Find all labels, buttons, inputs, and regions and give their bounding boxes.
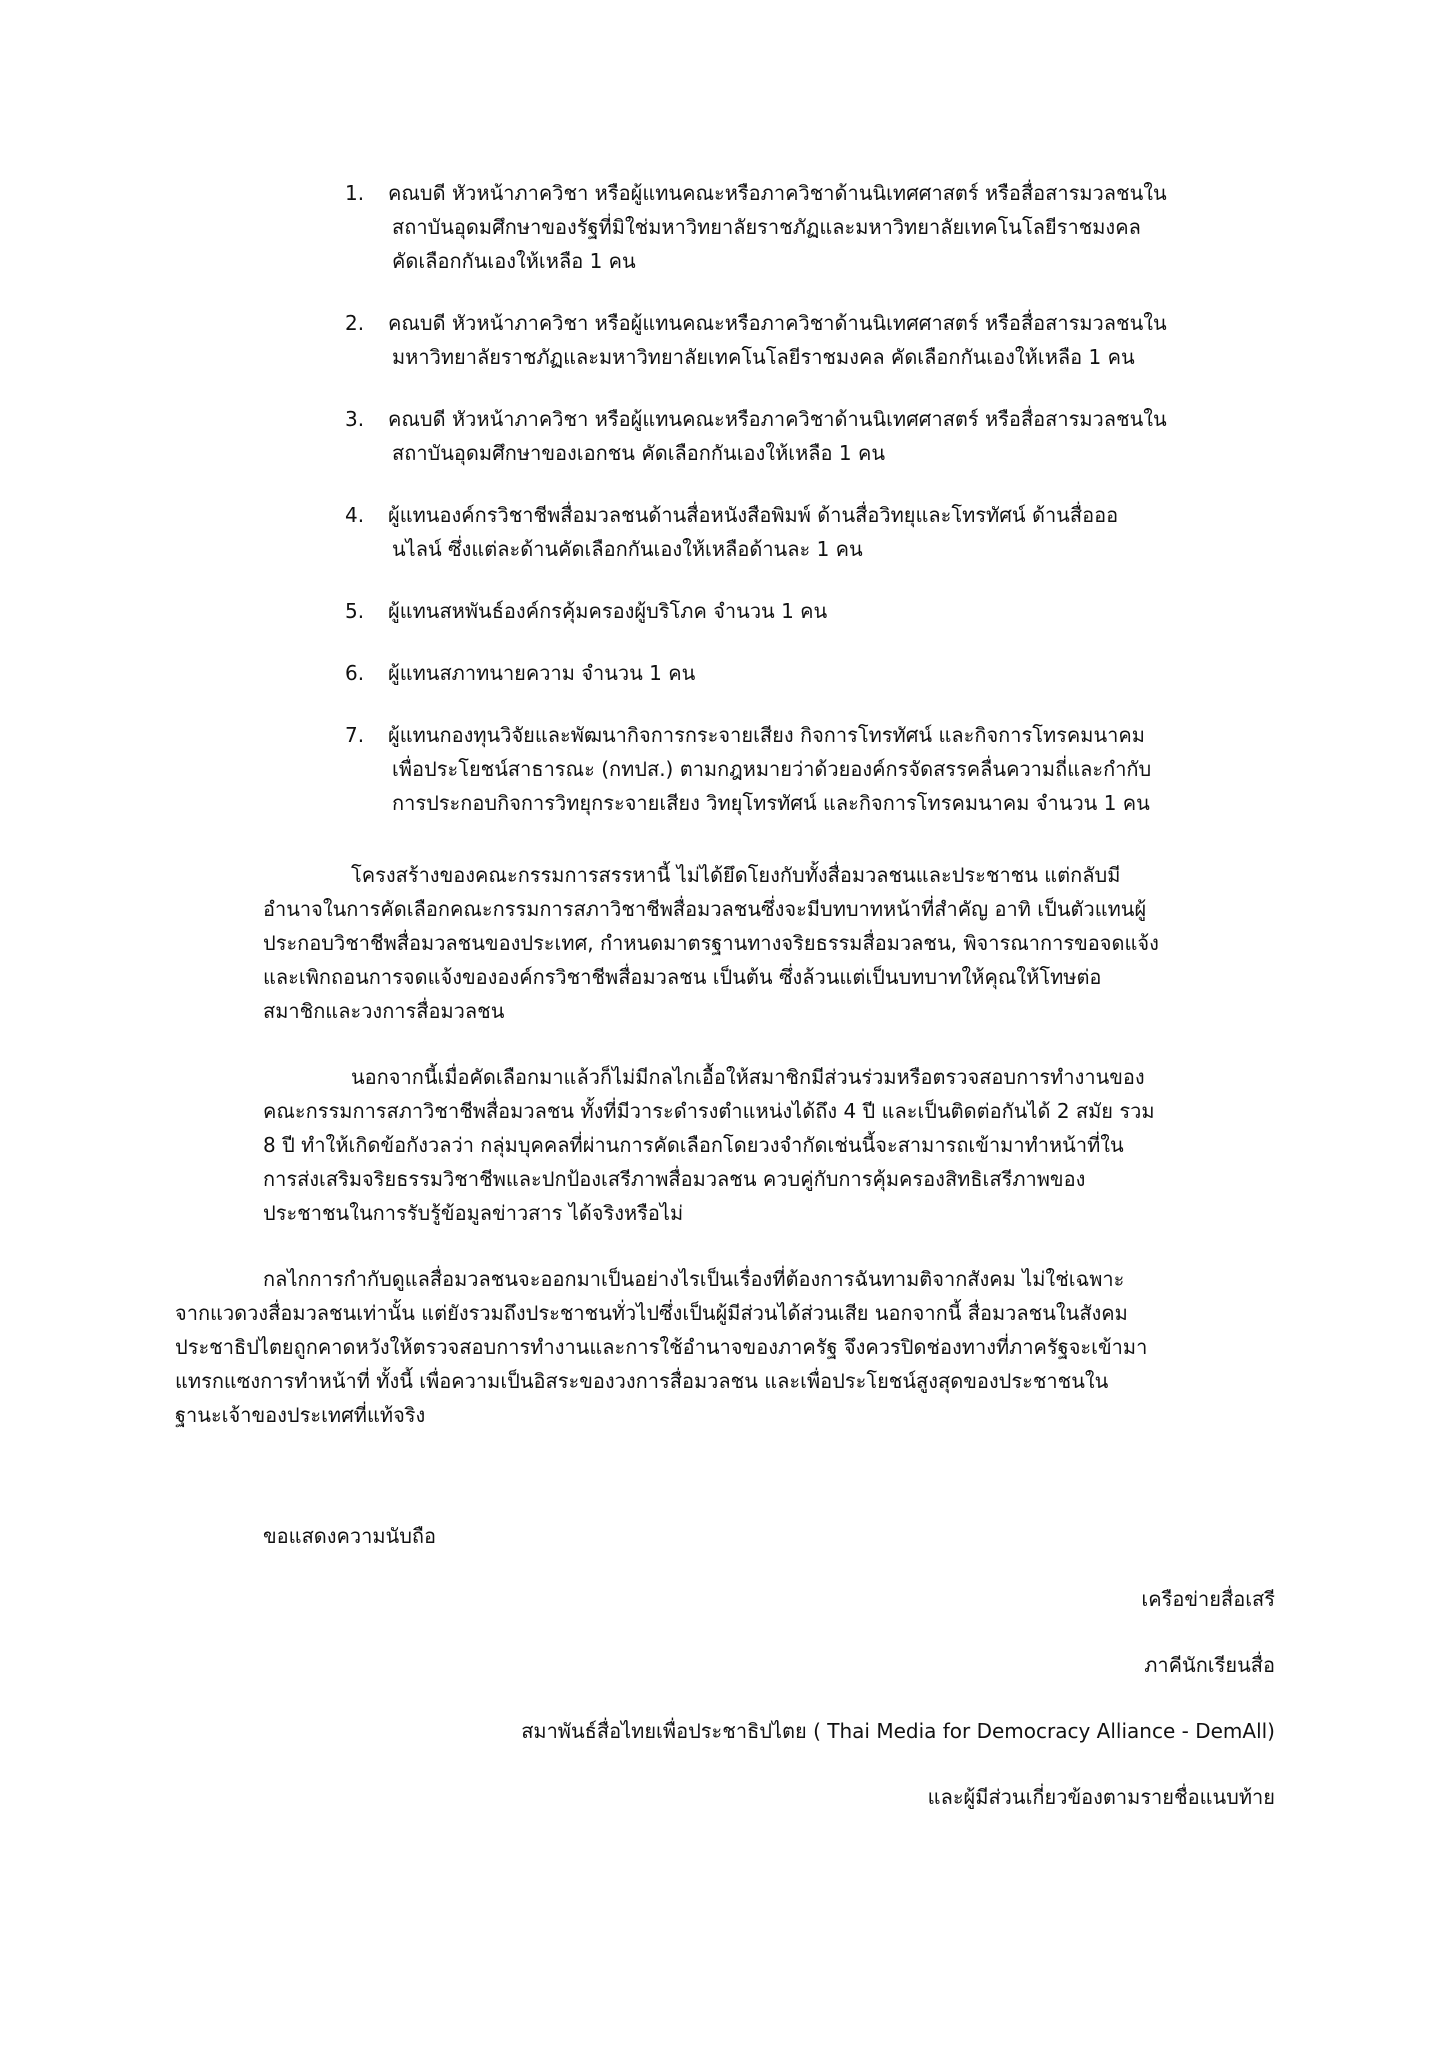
list-item-line: คัดเลือกกันเองให้เหลือ 1 คน: [392, 249, 636, 273]
closing-salutation: ขอแสดงความนับถือ: [263, 1524, 437, 1548]
signatory: และผู้มีส่วนเกี่ยวข้องตามรายชื่อแนบท้าย: [927, 1785, 1275, 1809]
list-item-line: คณบดี หัวหน้าภาควิชา หรือผู้แทนคณะหรือภาควิชาด้านนิเทศศาสตร์ หรือสื่อสารมวลชนใน: [388, 311, 1167, 335]
signatory: ภาคีนักเรียนสื่อ: [1144, 1653, 1275, 1677]
signatory: สมาพันธ์สื่อไทยเพื่อประชาธิปไตย ( Thai Media for Democracy Alliance - DemAll): [521, 1719, 1275, 1743]
list-item-number: 1.: [345, 181, 365, 205]
paragraph-line: 8 ปี ทำให้เกิดข้อกังวลว่า กลุ่มบุคคลที่ผ่านการคัดเลือกโดยวงจำกัดเช่นนี้จะสามารถเข้ามาทำหน้าที่ใน: [263, 1133, 1124, 1157]
list-item-number: 4.: [345, 503, 365, 527]
paragraph-regulation-consensus: [175, 1262, 1275, 1432]
paragraph-line: ฐานะเจ้าของประเทศที่แท้จริง: [175, 1403, 426, 1427]
list-item-line: ผู้แทนสภาทนายความ จำนวน 1 คน: [388, 661, 696, 685]
paragraph-committee-structure: [263, 858, 1263, 1028]
list-item: [345, 656, 1275, 690]
list-item: [345, 176, 1275, 278]
paragraph-line: คณะกรรมการสภาวิชาชีพสื่อมวลชน ทั้งที่มีวาระดำรงตำแหน่งได้ถึง 4 ปี และเป็นติดต่อกันได้ 2 สมัย รวม: [263, 1099, 1155, 1123]
paragraph-line: ประชาธิปไตยถูกคาดหวังให้ตรวจสอบการทำงานและการใช้อำนาจของภาครัฐ จึงควรปิดช่องทางที่ภาครัฐจะเข้ามา: [175, 1335, 1148, 1359]
committee-member-list: [345, 176, 1275, 848]
paragraph-line: ประกอบวิชาชีพสื่อมวลชนของประเทศ, กำหนดมาตรฐานทางจริยธรรมสื่อมวลชน, พิจารณาการขอจดแจ้ง: [263, 931, 1159, 955]
list-item-line: ผู้แทนสหพันธ์องค์กรคุ้มครองผู้บริโภค จำนวน 1 คน: [388, 599, 828, 623]
list-item-line: คณบดี หัวหน้าภาควิชา หรือผู้แทนคณะหรือภาควิชาด้านนิเทศศาสตร์ หรือสื่อสารมวลชนใน: [388, 181, 1167, 205]
paragraph-line: แทรกแซงการทำหน้าที่ ทั้งนี้ เพื่อความเป็นอิสระของวงการสื่อมวลชน และเพื่อประโยชน์สูงสุดของประชาชนใน: [175, 1369, 1109, 1393]
paragraph-line: จากแวดวงสื่อมวลชนเท่านั้น แต่ยังรวมถึงประชาชนทั่วไปซึ่งเป็นผู้มีส่วนได้ส่วนเสีย นอกจากนี้ สื่อมวลชนในสังคม: [175, 1301, 1128, 1325]
list-item-line: คณบดี หัวหน้าภาควิชา หรือผู้แทนคณะหรือภาควิชาด้านนิเทศศาสตร์ หรือสื่อสารมวลชนใน: [388, 407, 1167, 431]
paragraph-line: ประชาชนในการรับรู้ข้อมูลข่าวสาร ได้จริงหรือไม่: [263, 1201, 684, 1225]
list-item-number: 5.: [345, 599, 365, 623]
list-item: [345, 498, 1275, 566]
list-item-line: การประกอบกิจการวิทยุกระจายเสียง วิทยุโทรทัศน์ และกิจการโทรคมนาคม จำนวน 1 คน: [392, 791, 1150, 815]
paragraph-line: กลไกการกำกับดูแลสื่อมวลชนจะออกมาเป็นอย่างไรเป็นเรื่องที่ต้องการฉันทามติจากสังคม ไม่ใช่เฉพาะ: [263, 1267, 1125, 1291]
paragraph-line: สมาชิกและวงการสื่อมวลชน: [263, 999, 505, 1023]
list-item-number: 7.: [345, 723, 365, 747]
paragraph-line: โครงสร้างของคณะกรรมการสรรหานี้ ไม่ได้ยึดโยงกับทั้งสื่อมวลชนและประชาชน แต่กลับมี: [351, 863, 1121, 887]
list-item-number: 3.: [345, 407, 365, 431]
list-item-number: 6.: [345, 661, 365, 685]
paragraph-line: อำนาจในการคัดเลือกคณะกรรมการสภาวิชาชีพสื่อมวลชนซึ่งจะมีบทบาทหน้าที่สำคัญ อาทิ เป็นตัวแทนผู้: [263, 897, 1147, 921]
list-item: [345, 718, 1275, 820]
list-item-line: ผู้แทนกองทุนวิจัยและพัฒนากิจการกระจายเสียง กิจการโทรทัศน์ และกิจการโทรคมนาคม: [388, 723, 1145, 747]
list-item-number: 2.: [345, 311, 365, 335]
paragraph-line: นอกจากนี้เมื่อคัดเลือกมาแล้วก็ไม่มีกลไกเอื้อให้สมาชิกมีส่วนร่วมหรือตรวจสอบการทำงานของ: [351, 1065, 1145, 1089]
list-item: [345, 594, 1275, 628]
list-item-line: มหาวิทยาลัยราชภัฏและมหาวิทยาลัยเทคโนโลยีราชมงคล คัดเลือกกันเองให้เหลือ 1 คน: [392, 345, 1135, 369]
list-item-line: สถาบันอุดมศึกษาของเอกชน คัดเลือกกันเองให้เหลือ 1 คน: [392, 441, 886, 465]
paragraph-line: และเพิกถอนการจดแจ้งขององค์กรวิชาชีพสื่อมวลชน เป็นต้น ซึ่งล้วนแต่เป็นบทบาทให้คุณให้โทษต่อ: [263, 965, 1102, 989]
list-item: [345, 306, 1275, 374]
paragraph-line: การส่งเสริมจริยธรรมวิชาชีพและปกป้องเสรีภาพสื่อมวลชน ควบคู่กับการคุ้มครองสิทธิเสรีภาพของ: [263, 1167, 1086, 1191]
list-item-line: ผู้แทนองค์กรวิชาชีพสื่อมวลชนด้านสื่อหนังสือพิมพ์ ด้านสื่อวิทยุและโทรทัศน์ ด้านสื่อออ: [388, 503, 1119, 527]
list-item-line: สถาบันอุดมศึกษาของรัฐที่มิใช่มหาวิทยาลัยราชภัฏและมหาวิทยาลัยเทคโนโลยีราชมงคล: [392, 215, 1141, 239]
paragraph-oversight-concern: [263, 1060, 1263, 1230]
list-item: [345, 402, 1275, 470]
signatory: เครือข่ายสื่อเสรี: [1141, 1587, 1275, 1611]
list-item-line: นไลน์ ซึ่งแต่ละด้านคัดเลือกกันเองให้เหลือด้านละ 1 คน: [392, 537, 863, 561]
list-item-line: เพื่อประโยชน์สาธารณะ (กทปส.) ตามกฎหมายว่าด้วยองค์กรจัดสรรคลื่นความถี่และกำกับ: [392, 757, 1152, 781]
